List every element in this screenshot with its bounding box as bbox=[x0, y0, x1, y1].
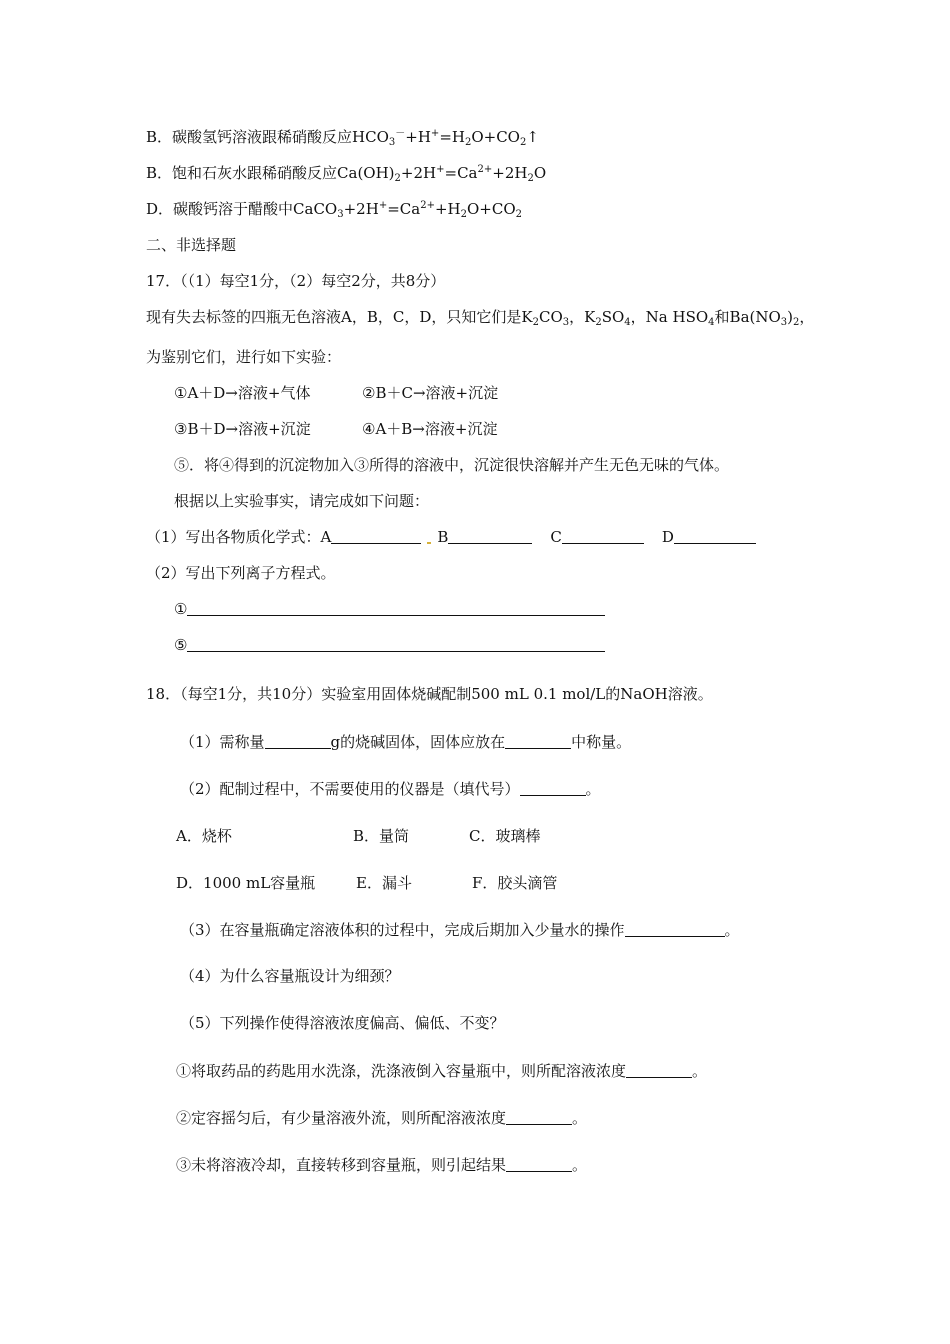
marker-dot bbox=[427, 542, 431, 544]
experiment-3: ③B＋D→溶液+沉淀 bbox=[174, 420, 311, 438]
q17-part-2: （2）写出下列离子方程式。 bbox=[146, 564, 336, 582]
blank-instrument[interactable] bbox=[520, 781, 586, 796]
q17-formulas: $K_2CO_3$，$K_2SO_4$，Na $HSO_4$和$Ba(NO_3)_2$， bbox=[521, 308, 815, 328]
q18-header: 18．（每空1分，共10分）实验室用固体烧碱配制500 mL 0.1 mol/L的NaOH溶液。 bbox=[146, 685, 713, 703]
formula-b2: $Ca(OH)_2+2H^+=Ca^{2+}+2H_2O$ bbox=[337, 164, 547, 184]
option-d: D．碳酸钙溶于醋酸中$CaCO_3+2H^+=Ca^{2+}+H_2O+CO_2$ bbox=[146, 200, 522, 220]
equation-5: ⑤ bbox=[174, 635, 605, 655]
q18-part-2: （2）配制过程中，不需要使用的仪器是（填代号） 。 bbox=[180, 780, 601, 798]
option-b2: B．饱和石灰水跟稀硝酸反应$Ca(OH)_2+2H^+=Ca^{2+}+2H_2O$ bbox=[146, 164, 547, 184]
q17-prompt: 根据以上实验事实，请完成如下问题： bbox=[174, 492, 430, 510]
q18-part-1: （1）需称量 g的烧碱固体，固体应放在 中称量。 bbox=[180, 733, 632, 751]
q18-part-5: （5）下列操作使得溶液浓度偏高、偏低、不变？ bbox=[180, 1014, 505, 1032]
q17-intro-2: 为鉴别它们，进行如下实验： bbox=[146, 348, 342, 366]
q17-part-1: （1）写出各物质化学式：A B C D bbox=[146, 527, 756, 547]
option-f: F．胶头滴管 bbox=[472, 874, 558, 892]
q18-part-4: （4）为什么容量瓶设计为细颈？ bbox=[180, 967, 400, 985]
blank-mass[interactable] bbox=[265, 734, 331, 749]
section-title: 二、非选择题 bbox=[146, 236, 237, 254]
blank-eq-1[interactable] bbox=[187, 601, 605, 616]
blank-eq-5[interactable] bbox=[187, 637, 605, 652]
formula-b1: $HCO_3^-+H^+=H_2O+CO_2↑$ bbox=[352, 128, 539, 148]
option-a: A．烧杯 bbox=[176, 827, 232, 845]
formula-d: $CaCO_3+2H^+=Ca^{2+}+H_2O+CO_2$ bbox=[293, 200, 522, 220]
q17-header: 17．（（1）每空1分，（2）每空2分，共8分） bbox=[146, 272, 446, 290]
option-b1: B．碳酸氢钙溶液跟稀硝酸反应$HCO_3^-+H^+=H_2O+CO_2↑$ bbox=[146, 128, 539, 148]
option-c: C．玻璃棒 bbox=[469, 827, 541, 845]
experiment-5: ⑤．将④得到的沉淀物加入③所得的溶液中，沉淀很快溶解并产生无色无味的气体。 bbox=[174, 456, 730, 474]
blank-concentration-1[interactable] bbox=[626, 1063, 692, 1078]
q18-sub-2: ②定容摇匀后，有少量溶液外流，则所配溶液浓度 。 bbox=[176, 1109, 588, 1127]
blank-a[interactable] bbox=[331, 529, 421, 544]
blank-concentration-2[interactable] bbox=[506, 1110, 572, 1125]
q17-intro-1: 现有失去标签的四瓶无色溶液A，B，C，D，只知它们是$K_2CO_3$，$K_2SO_4$，Na $HSO_4$和$Ba(NO_3)_2$， bbox=[146, 308, 815, 328]
blank-d[interactable] bbox=[674, 529, 756, 544]
experiment-1: ①A＋D→溶液+气体 bbox=[174, 384, 311, 402]
option-d-flask: D．1000 mL容量瓶 bbox=[176, 874, 316, 892]
option-b: B．量筒 bbox=[353, 827, 410, 845]
blank-result[interactable] bbox=[506, 1157, 572, 1172]
equation-1: ① bbox=[174, 599, 605, 619]
q18-part-3: （3）在容量瓶确定溶液体积的过程中，完成后期加入少量水的操作 。 bbox=[180, 921, 740, 939]
option-e: E．漏斗 bbox=[356, 874, 412, 892]
experiment-2: ②B＋C→溶液+沉淀 bbox=[362, 384, 499, 402]
q18-sub-1: ①将取药品的药匙用水洗涤，洗涤液倒入容量瓶中，则所配溶液浓度 。 bbox=[176, 1062, 708, 1080]
blank-c[interactable] bbox=[562, 529, 644, 544]
blank-b[interactable] bbox=[448, 529, 532, 544]
blank-operation[interactable] bbox=[625, 922, 725, 937]
q18-sub-3: ③未将溶液冷却，直接转移到容量瓶，则引起结果 。 bbox=[176, 1156, 588, 1174]
experiment-4: ④A＋B→溶液+沉淀 bbox=[362, 420, 498, 438]
blank-container[interactable] bbox=[505, 734, 571, 749]
